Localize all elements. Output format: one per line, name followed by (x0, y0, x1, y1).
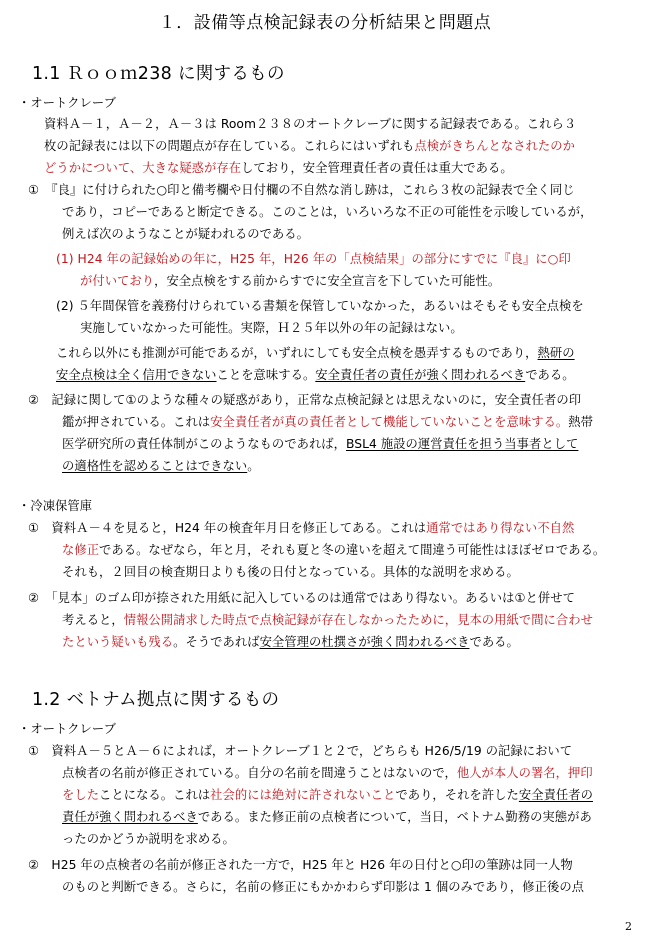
paragraph-line: 枚の記録表には以下の問題点が存在している。これらにはいずれも点検がきちんとなされたのか (44, 139, 575, 153)
vietnam-item-1-cont: 責任が強く問われるべきである。また修正前の点検者について，当日，ベトナム勤務の実態があ (62, 810, 592, 824)
summary-line: 安全点検は全く信用できないことを意味する。安全責任者の責任が強く問われるべきである。 (56, 368, 575, 382)
section-heading-vietnam: 1.2 ベトナム拠点に関するもの (32, 690, 280, 710)
list-item-2-cont: 医学研究所の責任体制がこのようなものであれば，BSL4 施設の運営責任を担う当事者として (62, 437, 579, 451)
freezer-item-1-cont: な修正である。なぜなら，年と月，それも夏と冬の違いを超えて間違う可能性はほぼゼロである。 (62, 543, 606, 557)
vietnam-item-1-cont: をしたことになる。これは社会的には絶対に許されないことであり，それを許した安全責任者の (62, 788, 593, 802)
sub-item-2-cont: 実施していなかった可能性。実際，Ｈ２５年以外の年の記録はない。 (80, 321, 463, 335)
page-number: 2 (625, 920, 632, 933)
section-heading-room238: 1.1 Ｒｏｏｍ238 に関するもの (32, 64, 285, 84)
vietnam-item-1-cont: 点検者の名前が修正されている。自分の名前を間違うことはないので，他人が本人の署名，押印 (62, 766, 593, 780)
list-item-2-cont: の適格性を認めることはできない。 (62, 459, 260, 473)
bullet-autoclave-vietnam: ・オートクレーブ (18, 722, 116, 736)
freezer-item-2: ② 「見本」のゴム印が捺された用紙に記入しているのは通常ではあり得ない。あるいは①と併せて (28, 591, 575, 605)
freezer-item-2-cont: たという疑いも残る。そうであれば安全管理の杜撰さが強く問われるべきである。 (62, 635, 519, 649)
list-item-1-cont: 例えば次のようなことが疑われるのである。 (62, 227, 309, 241)
page-title: １．設備等点検記録表の分析結果と問題点 (158, 13, 492, 33)
paragraph-line: どうかについて、大きな疑惑が存在しており，安全管理責任者の責任は重大である。 (44, 161, 513, 175)
vietnam-item-1: ① 資料Ａ－５とＡ－６によれば，オートクレーブ１と２で，どちらも H26/5/19 の記録において (28, 744, 573, 758)
sub-item-1: (1) H24 年の記録始めの年に，H25 年，H26 年の「点検結果」の部分にすでに『良』に○印 (56, 252, 571, 266)
freezer-item-1-cont: それも，２回目の検査期日よりも後の日付となっている。具体的な説明を求める。 (62, 565, 519, 579)
paragraph-line: 資料Ａ－１，Ａ－２，Ａ－３は Room２３８のオートクレーブに関する記録表である。これら３ (44, 117, 577, 131)
list-item-1-cont: であり，コピーであると断定できる。このことは，いろいろな不正の可能性を示唆しているが， (62, 205, 593, 219)
vietnam-item-2-cont: のものと判断できる。さらに，名前の修正にもかかわらず印影は 1 個のみであり，修正後の点 (62, 880, 585, 894)
freezer-item-2-cont: 考えると，情報公開請求した時点で点検記録が存在しなかったために，見本の用紙で間に合わせ (62, 613, 593, 627)
sub-item-2: (2) ５年間保管を義務付けられている書類を保管していなかった，あるいはそもそも安全点検を (56, 299, 584, 313)
freezer-item-1: ① 資料Ａ－４を見ると，H24 年の検査年月日を修正してある。これは通常ではあり得ない不自然 (28, 521, 575, 535)
list-item-2-cont: 鑑が押されている。これは安全責任者が真の責任者として機能していないことを意味する。熱帯 (62, 415, 593, 429)
bullet-autoclave: ・オートクレーブ (18, 96, 116, 110)
list-item-1: ① 『良』に付けられた○印と備考欄や日付欄の不自然な消し跡は，これら３枚の記録表で全く同じ (28, 183, 575, 197)
vietnam-item-1-cont: ったのかどうか説明を求める。 (62, 832, 235, 846)
vietnam-item-2: ② H25 年の点検者の名前が修正された一方で，H25 年と H26 年の日付と○印の筆跡は同一人物 (28, 858, 573, 872)
bullet-freezer: ・冷凍保管庫 (18, 499, 93, 513)
list-item-2: ② 記録に関して①のような種々の疑惑があり，正常な点検記録とは思えないのに，安全責任者の印 (28, 393, 582, 407)
sub-item-1-cont: が付いており，安全点検をする前からすでに安全宣言を下していた可能性。 (80, 274, 501, 288)
summary-line: これら以外にも推測が可能であるが，いずれにしても安全点検を愚弄するものであり，熱研の (56, 346, 575, 360)
